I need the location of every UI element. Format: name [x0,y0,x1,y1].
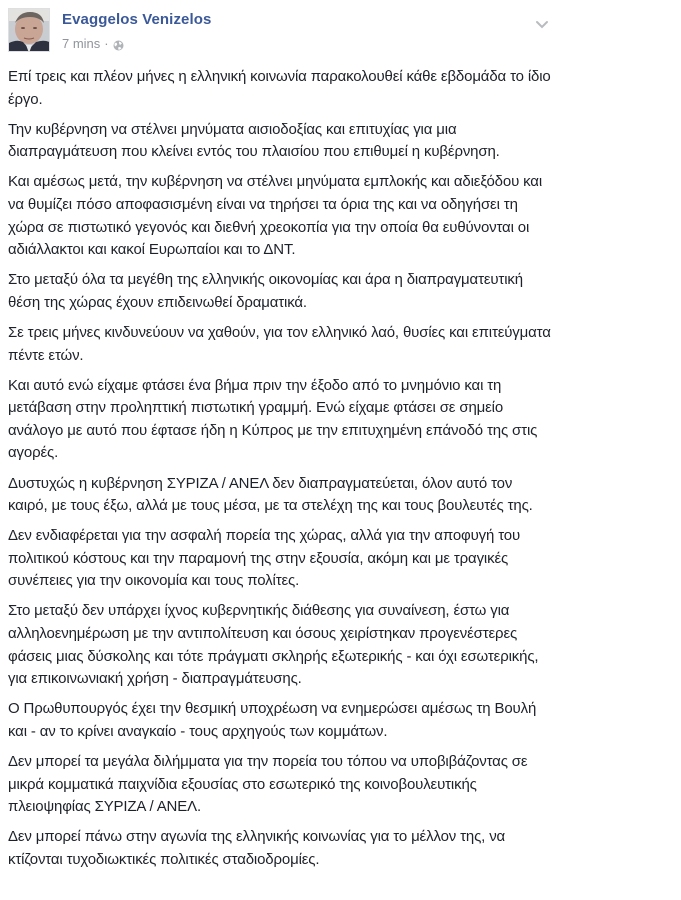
avatar[interactable] [8,8,50,52]
author-name-link[interactable]: Evaggelos Venizelos [62,11,212,28]
post-timestamp[interactable]: 7 mins [62,36,101,51]
post-header [8,8,548,54]
post-paragraph: Σε τρεις μήνες κινδυνεύουν να χαθούν, για τον ελληνικό λαό, θυσίες και επιτεύγματα πέντε ετών. [8,323,551,364]
post-paragraph: Την κυβέρνηση να στέλνει μηνύματα αισιοδοξίας και επιτυχίας για μια διαπραγμάτευση που κλείνει εντός του πλαισίου που επιθυμεί η κυβέρνηση. [8,120,500,161]
post-paragraph: Δεν ενδιαφέρεται για την ασφαλή πορεία της χώρας, αλλά για την αποφυγή του πολιτικού κόστους και την παραμονή της στην εξουσία, ακόμη και με τραγικές συνέπειες για την οικονομία και τους πολίτες. [8,527,521,590]
post-body [8,66,553,879]
avatar-photo-icon [9,9,50,52]
meta-separator: · [104,36,109,51]
post-paragraph: Ο Πρωθυπουργός έχει την θεσμική υποχρέωση να ενημερώσει αμέσως τη Βουλή και - αν το κρίνει αναγκαίο - τους αρχηγούς των κομμάτων. [8,700,537,740]
post-paragraph: Δεν μπορεί τα μεγάλα διλήμματα για την πορεία του τόπου να υποβιβάζοντας σε μικρά κομματικά παιχνίδια εξουσίας στο εσωτερικό της κοινοβουλευτικής πλειοψηφίας ΣΥΡΙΖΑ / ΑΝΕΛ. [8,753,528,816]
chevron-down-icon[interactable] [534,18,550,30]
post-paragraph: Στο μεταξύ δεν υπάρχει ίχνος κυβερνητικής διάθεσης για συναίνεση, έστω για αλληλοενημέρωση με την αντιπολίτευση και όσους χειρίστηκαν προγενέστερες φάσεις μιας δύσκολης και τότε πράγματι σκληρής εξωτερικής - και όχι εσωτερικής, για επικοινωνιακή χρήση - διαπραγμάτευσης. [8,602,539,688]
globe-icon[interactable] [113,39,124,50]
post-paragraph: Δεν μπορεί πάνω στην αγωνία της ελληνικής κοινωνίας για το μέλλον της, να κτίζονται τυχοδιωκτικές πολιτικές σταδιοδρομίες. [8,828,506,868]
post-paragraph: Επί τρεις και πλέον μήνες η ελληνική κοινωνία παρακολουθεί κάθε εβδομάδα το ίδιο έργο. [8,68,551,108]
post-meta [62,36,124,51]
post-paragraph: Δυστυχώς η κυβέρνηση ΣΥΡΙΖΑ / ΑΝΕΛ δεν διαπραγματεύεται, όλον αυτό τον καιρό, με τους έξω, αλλά με τους μέσα, με τα στελέχη της και τους βουλευτές της. [8,474,533,515]
post-paragraph: Και αμέσως μετά, την κυβέρνηση να στέλνει μηνύματα εμπλοκής και αδιεξόδου και να θυμίζει πόσο αποφασισμένη είναι να τηρήσει τα όρια της και να οδηγήσει τη χώρα σε πιστωτικό γεγονός και διεθνή χρεοκοπία για την οποία θα ευθύνονται οι αδιάλλακτοι και κακοί Ευρωπαίοι και το ΔΝΤ. [8,173,543,259]
post-paragraph: Και αυτό ενώ είχαμε φτάσει ένα βήμα πριν την έξοδο από το μνημόνιο και τη μετάβαση στην προληπτική πιστωτική γραμμή. Ενώ είχαμε φτάσει σε σημείο ανάλογο με αυτό που έφτασε ήδη η Κύπρος με την επιτυχημένη επάνοδό της στις αγορές. [8,376,538,462]
post-paragraph: Στο μεταξύ όλα τα μεγέθη της ελληνικής οικονομίας και άρα η διαπραγματευτική θέση της χώρας έχουν επιδεινωθεί δραματικά. [8,271,523,311]
